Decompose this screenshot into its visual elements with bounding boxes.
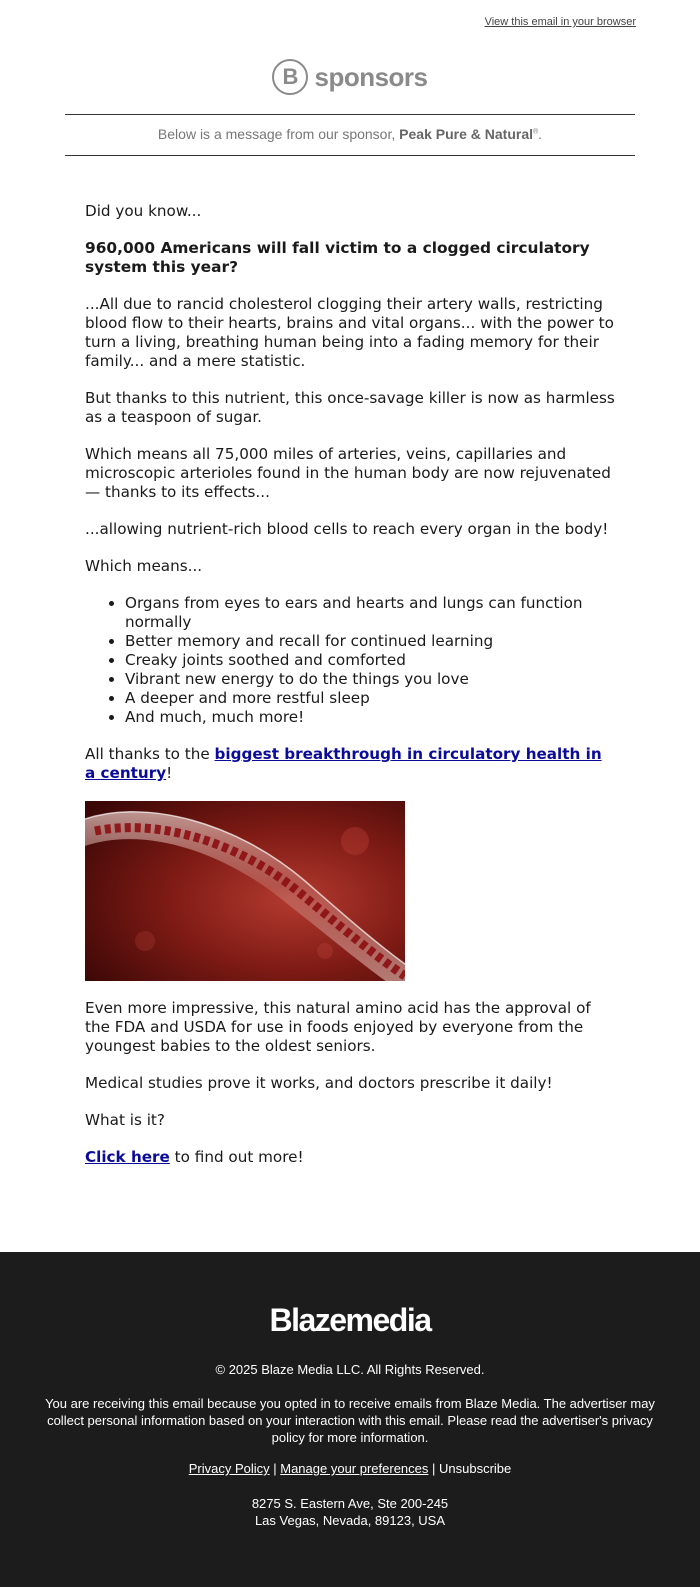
footer-links: Privacy Policy | Manage your preferences | Unsubscribe <box>188 1461 512 1476</box>
list-item: • Better memory and recall for continued learning <box>125 632 615 651</box>
paragraph-3: Which means all 75,000 miles of arteries, veins, capillaries and microscopic arterioles found in the human body are now rejuvenated — thanks to its effects... <box>85 445 611 501</box>
unsubscribe-link[interactable]: Unsubscribe <box>439 1461 512 1476</box>
optin-notice: You are receiving this email because you opted in to receive emails from Blaze Media. The advertiser may collect personal information based on your interaction with this email. Please read the advertiser's privacy policy for more information. <box>45 1396 655 1445</box>
bottom-divider <box>65 155 635 156</box>
artery-image[interactable] <box>85 801 405 981</box>
blaze-media-logo: Blazemedia <box>269 1302 431 1338</box>
mailing-address: 8275 S. Eastern Ave, Ste 200-245 Las Vegas, Nevada, 89123, USA <box>251 1496 449 1528</box>
list-item: • Vibrant new energy to do the things you love <box>125 670 615 689</box>
list-item: • A deeper and more restful sleep <box>125 689 615 708</box>
paragraph-7: Even more impressive, this natural amino acid has the approval of the FDA and USDA for use in foods enjoyed by everyone from the youngest babies to the oldest seniors. <box>85 999 591 1055</box>
blaze-b-icon: B <box>272 59 308 95</box>
paragraph-2: But thanks to this nutrient, this once-savage killer is now as harmless as a teaspoon of sugar. <box>85 389 615 426</box>
paragraph-8: Medical studies prove it works, and doctors prescribe it daily! <box>85 1074 553 1092</box>
paragraph-4: ...allowing nutrient-rich blood cells to reach every organ in the body! <box>85 520 609 538</box>
paragraph-6: All thanks to the biggest breakthrough in circulatory health in a century! <box>85 745 602 782</box>
sponsor-message: Below is a message from our sponsor, Peak Pure & Natural®. <box>157 126 543 142</box>
list-item: • Creaky joints soothed and comforted <box>125 651 615 670</box>
sponsor-name: Peak Pure & Natural <box>399 126 533 142</box>
intro-text: Did you know... <box>85 202 202 220</box>
paragraph-9: What is it? <box>85 1111 165 1129</box>
click-here-link[interactable]: Click here <box>85 1148 170 1166</box>
footer <box>0 1252 700 1587</box>
benefits-list <box>85 594 615 727</box>
privacy-policy-link[interactable]: Privacy Policy <box>188 1461 270 1476</box>
copyright-text: © 2025 Blaze Media LLC. All Rights Reserved. <box>215 1362 485 1377</box>
sponsors-wordmark: sponsors <box>314 61 428 92</box>
paragraph-1: ...All due to rancid cholesterol clogging their artery walls, restricting blood flow to their hearts, brains and vital organs... with the power to turn a living, breathing human being into a fading memory for their family... and a mere statistic. <box>85 295 614 370</box>
view-in-browser-link[interactable]: View this email in your browser <box>484 16 636 28</box>
paragraph-5: Which means... <box>85 557 203 575</box>
email-body <box>85 202 615 1185</box>
headline: 960,000 Americans will fall victim to a clogged circulatory system this year? <box>85 239 590 276</box>
sponsors-logo <box>0 56 700 98</box>
manage-preferences-link[interactable]: Manage your preferences <box>280 1461 429 1476</box>
breakthrough-link[interactable]: biggest breakthrough in circulatory health in a century <box>85 745 602 782</box>
cta-paragraph: Click here to find out more! <box>85 1148 304 1166</box>
list-item: • And much, much more! <box>125 708 615 727</box>
blood-vessel-illustration <box>85 801 405 981</box>
list-item: • Organs from eyes to ears and hearts and lungs can function normally <box>125 594 615 632</box>
top-divider <box>65 114 635 115</box>
